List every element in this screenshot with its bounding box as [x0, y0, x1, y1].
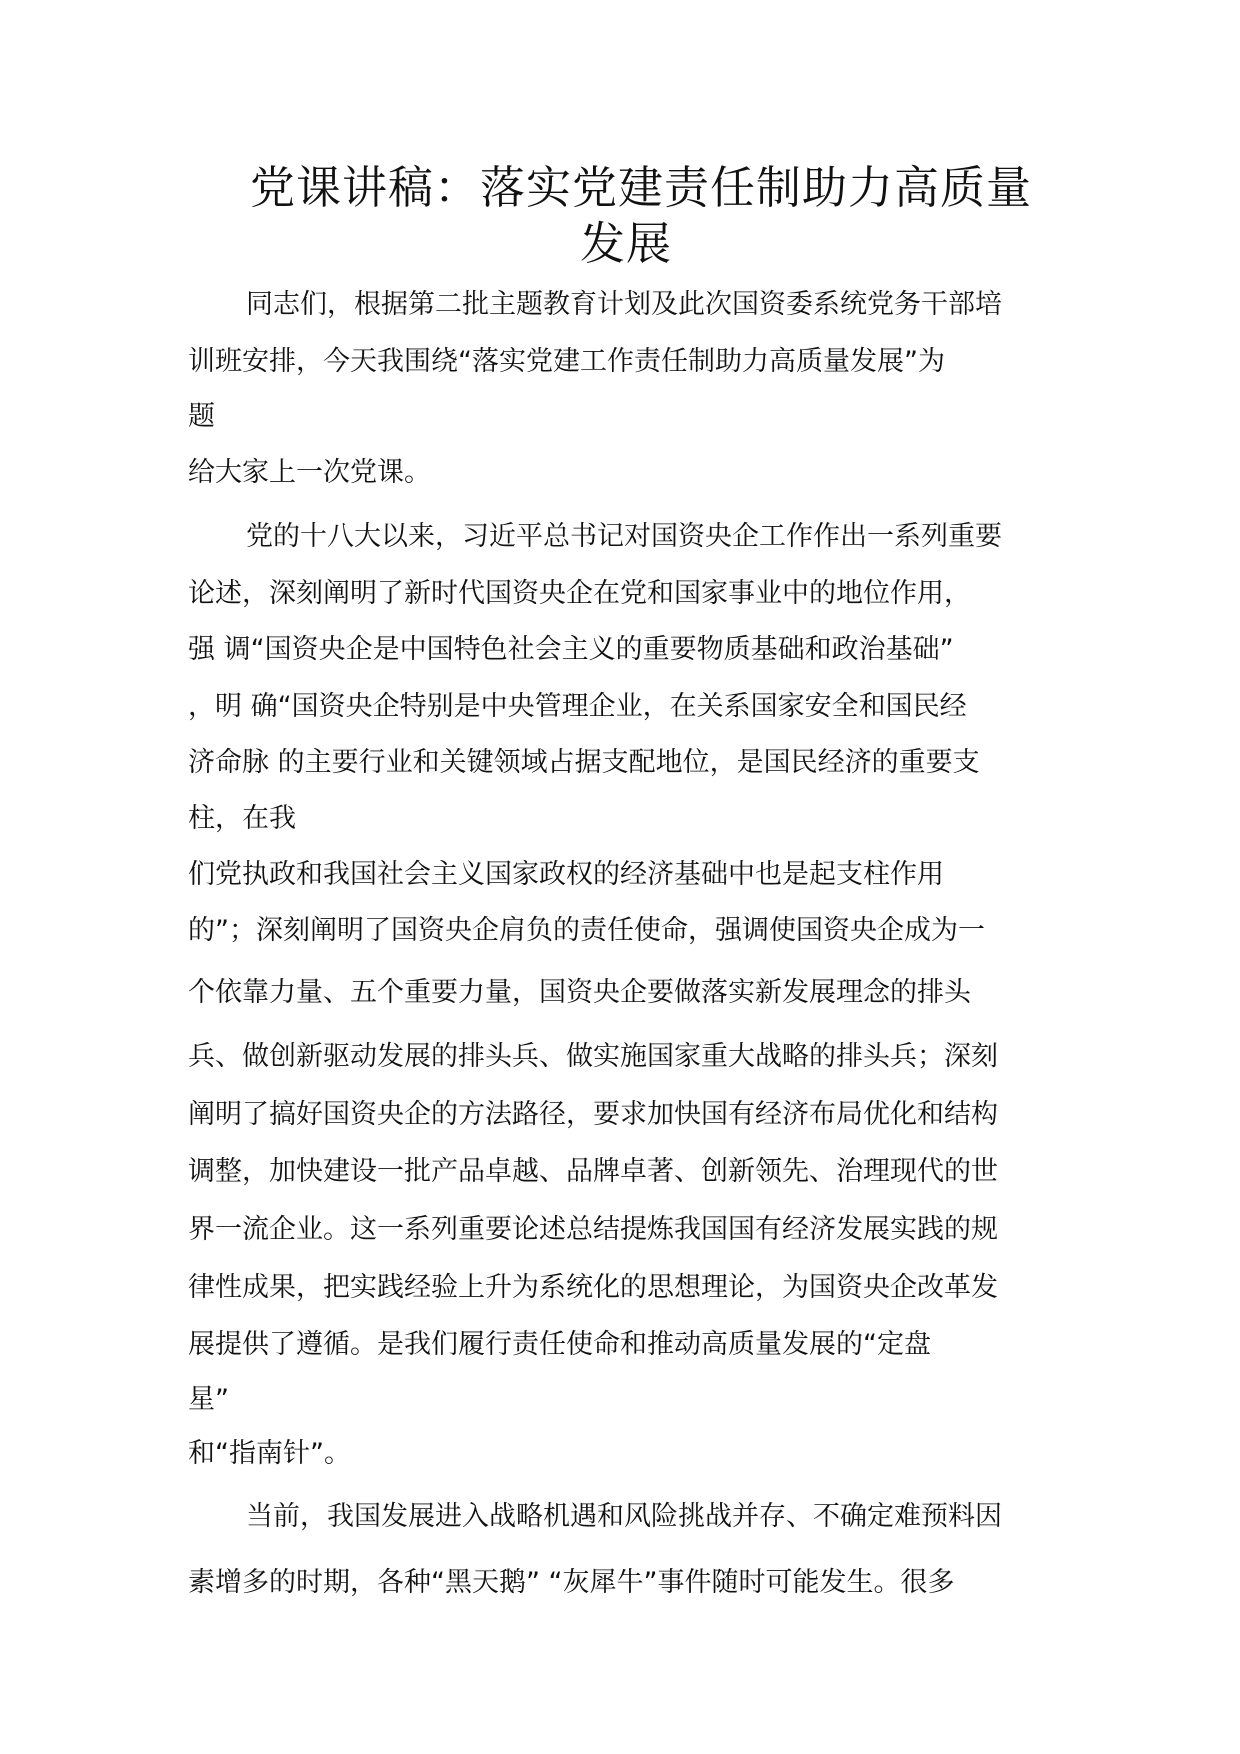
body-line: 题 [188, 401, 215, 432]
body-line: 济命脉 的主要行业和关键领域占据支配地位，是国民经济的重要支 [188, 747, 980, 778]
body-line: 个依靠力量、五个重要力量，国资央企要做落实新发展理念的排头 [188, 977, 971, 1008]
body-line: 柱，在我 [188, 803, 296, 834]
body-line: 阐明了搞好国资央企的方法路径，要求加快国有经济布局优化和结构 [188, 1099, 998, 1130]
body-line: 训班安排，今天我围绕“落实党建工作责任制助力高质量发展”为 [188, 346, 945, 377]
body-line: 展提供了遵循。是我们履行责任使命和推动高质量发展的“定盘 [188, 1329, 931, 1360]
body-line: 当前，我国发展进入战略机遇和风险挑战并存、不确定难预料因 [246, 1501, 1002, 1532]
body-line: 星” [188, 1384, 229, 1415]
body-line: 素增多的时期，各种“黑天鹅” “灰犀牛”事件随时可能发生。很多 [188, 1567, 955, 1598]
body-line: 给大家上一次党课。 [188, 457, 431, 488]
body-line: 党的十八大以来，习近平总书记对国资央企工作作出一系列重要 [246, 521, 1002, 552]
title-line-2: 发展 [580, 217, 673, 270]
body-line: 强 调“国资央企是中国特色社会主义的重要物质基础和政治基础” [188, 634, 954, 665]
body-line: 调整，加快建设一批产品卓越、品牌卓著、创新领先、治理现代的世 [188, 1156, 998, 1187]
body-line: 的”；深刻阐明了国资央企肩负的责任使命，强调使国资央企成为一 [188, 915, 985, 946]
body-line: 兵、做创新驱动发展的排头兵、做实施国家重大战略的排头兵；深刻 [188, 1041, 998, 1072]
body-line: 和“指南针”。 [188, 1438, 351, 1469]
body-line: 同志们，根据第二批主题教育计划及此次国资委系统党务干部培 [246, 289, 1002, 320]
body-line: ，明 确“国资央企特别是中央管理企业，在关系国家安全和国民经 [188, 691, 967, 722]
body-line: 界一流企业。这一系列重要论述总结提炼我国国有经济发展实践的规 [188, 1214, 998, 1245]
body-line: 论述，深刻阐明了新时代国资央企在党和国家事业中的地位作用， [188, 578, 971, 609]
body-line: 律性成果，把实践经验上升为系统化的思想理论，为国资央企改革发 [188, 1272, 998, 1303]
body-line: 们党执政和我国社会主义国家政权的经济基础中也是起支柱作用 [188, 859, 944, 890]
title-line-1: 党课讲稿：落实党建责任制助力高质量 [250, 161, 1033, 214]
